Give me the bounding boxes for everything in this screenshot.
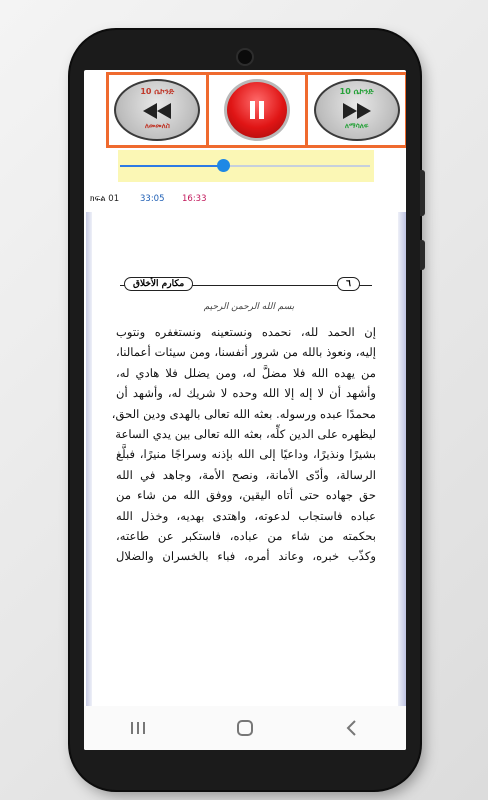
back-button[interactable] [332, 713, 372, 743]
back-icon [343, 720, 361, 736]
text-line: إليه، ونعوذ بالله من شرور أنفسنا، ومن سيئات أعمالنا، [116, 345, 376, 360]
home-icon [236, 720, 254, 736]
text-line: عباده فاستجاب لدعوته، واهتدى بهديه، وخذل الله [116, 508, 376, 523]
current-time: 33:05 [140, 194, 165, 204]
page-number: ٦ [337, 277, 360, 291]
book-title: مكارم الأخلاق [124, 277, 193, 291]
text-line: ليظهره على الدين كلِّه، بعثه الله تعالى بين يدي الساعة [115, 427, 376, 442]
fast-forward-icon [316, 101, 398, 124]
page-edge-right [398, 212, 406, 712]
basmala: بسم الله الرحمن الرحيم [203, 302, 295, 312]
forward-seconds-label: 10 ሴኮንድ [339, 87, 374, 96]
chapter-label: ክፍል 01 [90, 194, 120, 204]
text-line: محمدًا عبده ورسوله. بعثه الله تعالى بالهدى ودين الحق، [111, 406, 376, 421]
rewind-button[interactable] [114, 79, 200, 141]
rewind-cell [109, 75, 209, 145]
home-button[interactable] [225, 713, 265, 743]
pause-button[interactable] [224, 79, 290, 141]
pause-cell [209, 75, 309, 145]
forward-button[interactable] [314, 79, 400, 141]
rewind-seconds-label: 10 ሴኮንድ [140, 87, 175, 96]
seek-progress [120, 165, 223, 167]
text-line: وكذّب خبره، وعاند أمره، فباء بالخسران والضلال [116, 549, 376, 564]
volume-button [420, 170, 425, 216]
forward-action-label: ለማሳለፍ [344, 122, 369, 130]
text-line: بحكمته من شاء من عباده، فاستكبر عن طاعته، [116, 529, 376, 544]
text-line: الرسالة، وأدّى الأمانة، ونصح الأمة، وجاهد في الله [116, 467, 376, 482]
text-line: من يهده الله فلا مضلَّ له، ومن يضلل فلا هادي له، [116, 365, 376, 380]
seek-thumb[interactable] [217, 159, 230, 172]
text-line: بشيرًا ونذيرًا، وداعيًا إلى الله بإذنه وسراجًا منيرًا، فبلَّغ [116, 447, 376, 462]
text-line: وأشهد أن لا إله إلا الله وحده لا شريك له، وأشهد أن [116, 386, 376, 401]
front-camera [236, 48, 254, 66]
forward-cell [308, 75, 405, 145]
player-controls [106, 72, 406, 148]
playback-status [84, 192, 406, 208]
pause-icon [245, 98, 269, 122]
page-header [120, 278, 372, 294]
total-time: 16:33 [182, 194, 207, 204]
seek-slider[interactable] [118, 150, 374, 182]
text-line: حق جهاده حتى أتاه اليقين، ووفق الله من شاء من [116, 488, 376, 503]
power-button [420, 240, 425, 270]
recents-icon [129, 720, 147, 736]
page-edge-left [86, 212, 92, 712]
seek-track[interactable] [120, 165, 370, 167]
recents-button[interactable] [118, 713, 158, 743]
rewind-icon [116, 101, 198, 124]
text-line: إن الحمد لله، نحمده ونستعينه ونستغفره ونتوب [116, 325, 376, 339]
rewind-action-label: ለመመለስ [144, 122, 170, 130]
page-text [111, 322, 376, 567]
app-screen [84, 70, 406, 750]
system-nav-bar [84, 706, 406, 750]
